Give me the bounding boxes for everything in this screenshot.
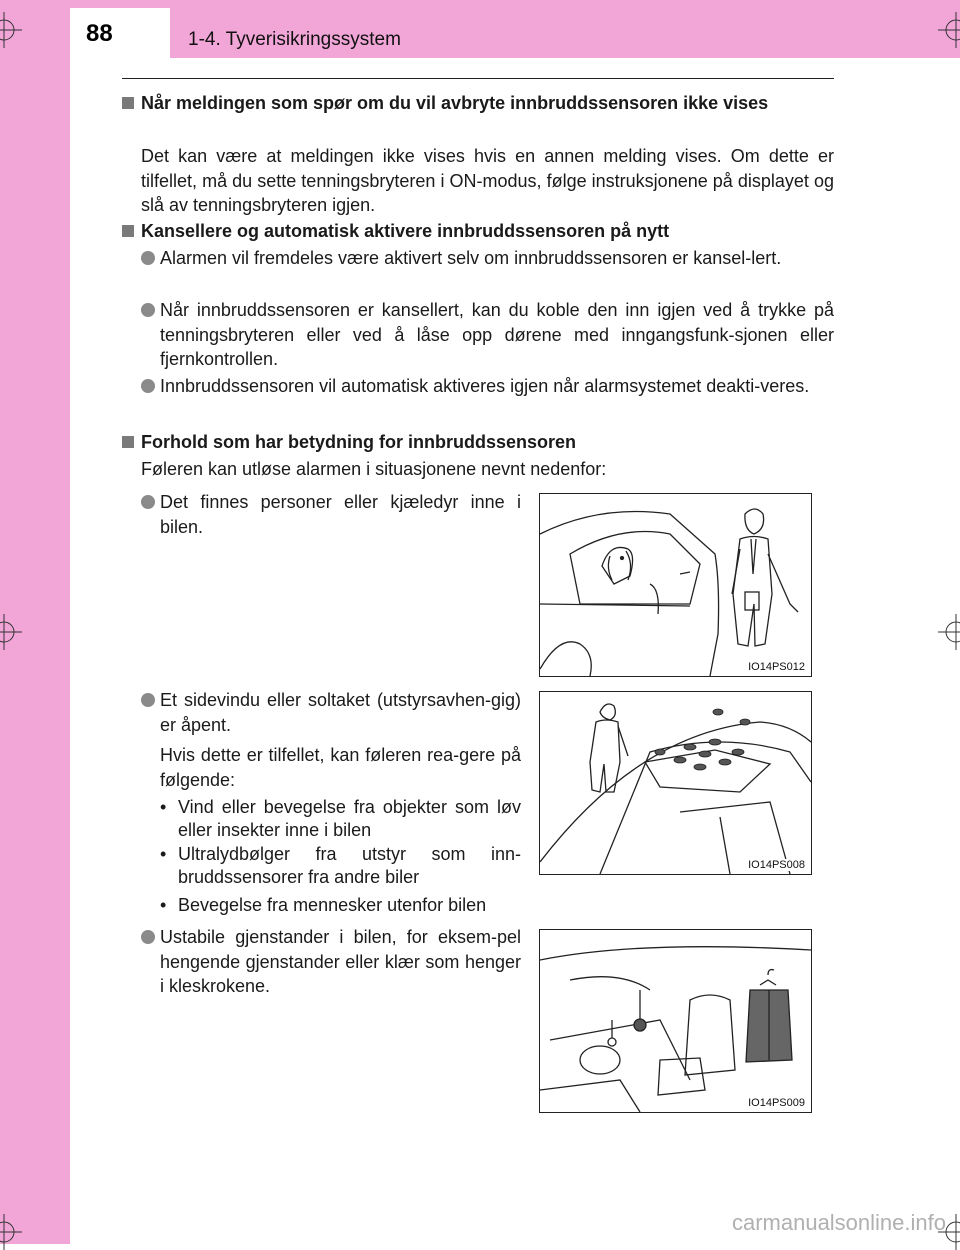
circle-bullet-icon bbox=[141, 379, 155, 393]
sub-bullet-icon: • bbox=[160, 797, 167, 817]
car-interior-hanging-illustration bbox=[540, 930, 811, 1112]
circle-bullet-icon bbox=[141, 495, 155, 509]
heading-conditions: Forhold som har betydning for innbruddssensoren bbox=[122, 431, 834, 453]
paragraph-message-not-shown: Det kan være at meldingen ikke vises hvis en annen melding vises. Om dette er tilfellet, må du sette tenningsbryteren i ON-modus, følge instruksjonene på displayet og slå av tenningsbryteren igjen. bbox=[141, 146, 834, 215]
crop-mark-top-left bbox=[0, 12, 22, 48]
figure-pet-in-car bbox=[539, 493, 812, 677]
crop-mark-mid-right bbox=[938, 614, 960, 650]
sub-bullet-icon: • bbox=[160, 844, 167, 864]
heading-message-not-shown: Når meldingen som spør om du vil avbryte innbruddssensoren ikke vises bbox=[122, 92, 834, 114]
paragraph-conditions-intro: Føleren kan utløse alarmen i situasjonene nevnt nedenfor: bbox=[141, 459, 607, 479]
square-bullet-icon bbox=[122, 436, 134, 448]
figure-hanging-objects bbox=[539, 929, 812, 1113]
watermark: carmanualsonline.info bbox=[731, 1210, 946, 1235]
figure-code: IO14PS008 bbox=[748, 859, 805, 871]
figure-code: IO14PS012 bbox=[748, 661, 805, 673]
sub-list-item: • Bevegelse fra mennesker utenfor bilen bbox=[160, 895, 487, 915]
list-item: Alarmen vil fremdeles være aktivert selv om innbruddssensoren er kansel-lert. bbox=[141, 246, 834, 271]
square-bullet-icon bbox=[122, 225, 134, 237]
list-item: Innbruddssensoren vil automatisk aktiveres igjen når alarmsystemet deakti-veres. bbox=[141, 374, 834, 399]
section-title: 1-4. Tyverisikringssystem bbox=[188, 29, 401, 50]
list-item: Ustabile gjenstander i bilen, for eksem-pel hengende gjenstander eller klær som henger i kleskrokene. bbox=[141, 925, 521, 999]
square-bullet-icon bbox=[122, 97, 134, 109]
list-item: Når innbruddssensoren er kansellert, kan du koble den inn igjen ved å trykke på tenningsbryteren eller ved å låse opp dørene med inngangsfunk-sjonen eller fjernkontrollen. bbox=[141, 298, 834, 372]
circle-bullet-icon bbox=[141, 930, 155, 944]
list-item: Et sidevindu eller soltaket (utstyrsavhen-gig) er åpent. bbox=[141, 688, 521, 737]
crop-mark-bottom-left bbox=[0, 1214, 22, 1250]
heading-cancel-reactivate: Kansellere og automatisk aktivere innbruddssensoren på nytt bbox=[122, 220, 834, 242]
figure-open-sunroof bbox=[539, 691, 812, 875]
sub-bullet-icon: • bbox=[160, 895, 167, 915]
page-number-tab bbox=[70, 8, 170, 58]
figure-code: IO14PS009 bbox=[748, 1097, 805, 1109]
list-item: Det finnes personer eller kjæledyr inne i bilen. bbox=[141, 490, 521, 539]
crop-mark-mid-left bbox=[0, 614, 22, 650]
page-number: 88 bbox=[86, 20, 113, 47]
circle-bullet-icon bbox=[141, 303, 155, 317]
sub-list-item: • Vind eller bevegelse fra objekter som løv eller insekter inne i bilen bbox=[160, 797, 521, 840]
header-rule bbox=[122, 78, 834, 79]
paragraph-window-note: Hvis dette er tilfellet, kan føleren rea-gere på følgende: bbox=[160, 745, 521, 790]
sub-list-item: • Ultralydbølger fra utstyr som inn-bruddssensorer fra andre biler bbox=[160, 844, 521, 887]
sunroof-leaves-illustration bbox=[540, 692, 811, 874]
circle-bullet-icon bbox=[141, 251, 155, 265]
car-with-dog-illustration bbox=[540, 494, 811, 676]
crop-mark-top-right bbox=[938, 12, 960, 48]
circle-bullet-icon bbox=[141, 693, 155, 707]
